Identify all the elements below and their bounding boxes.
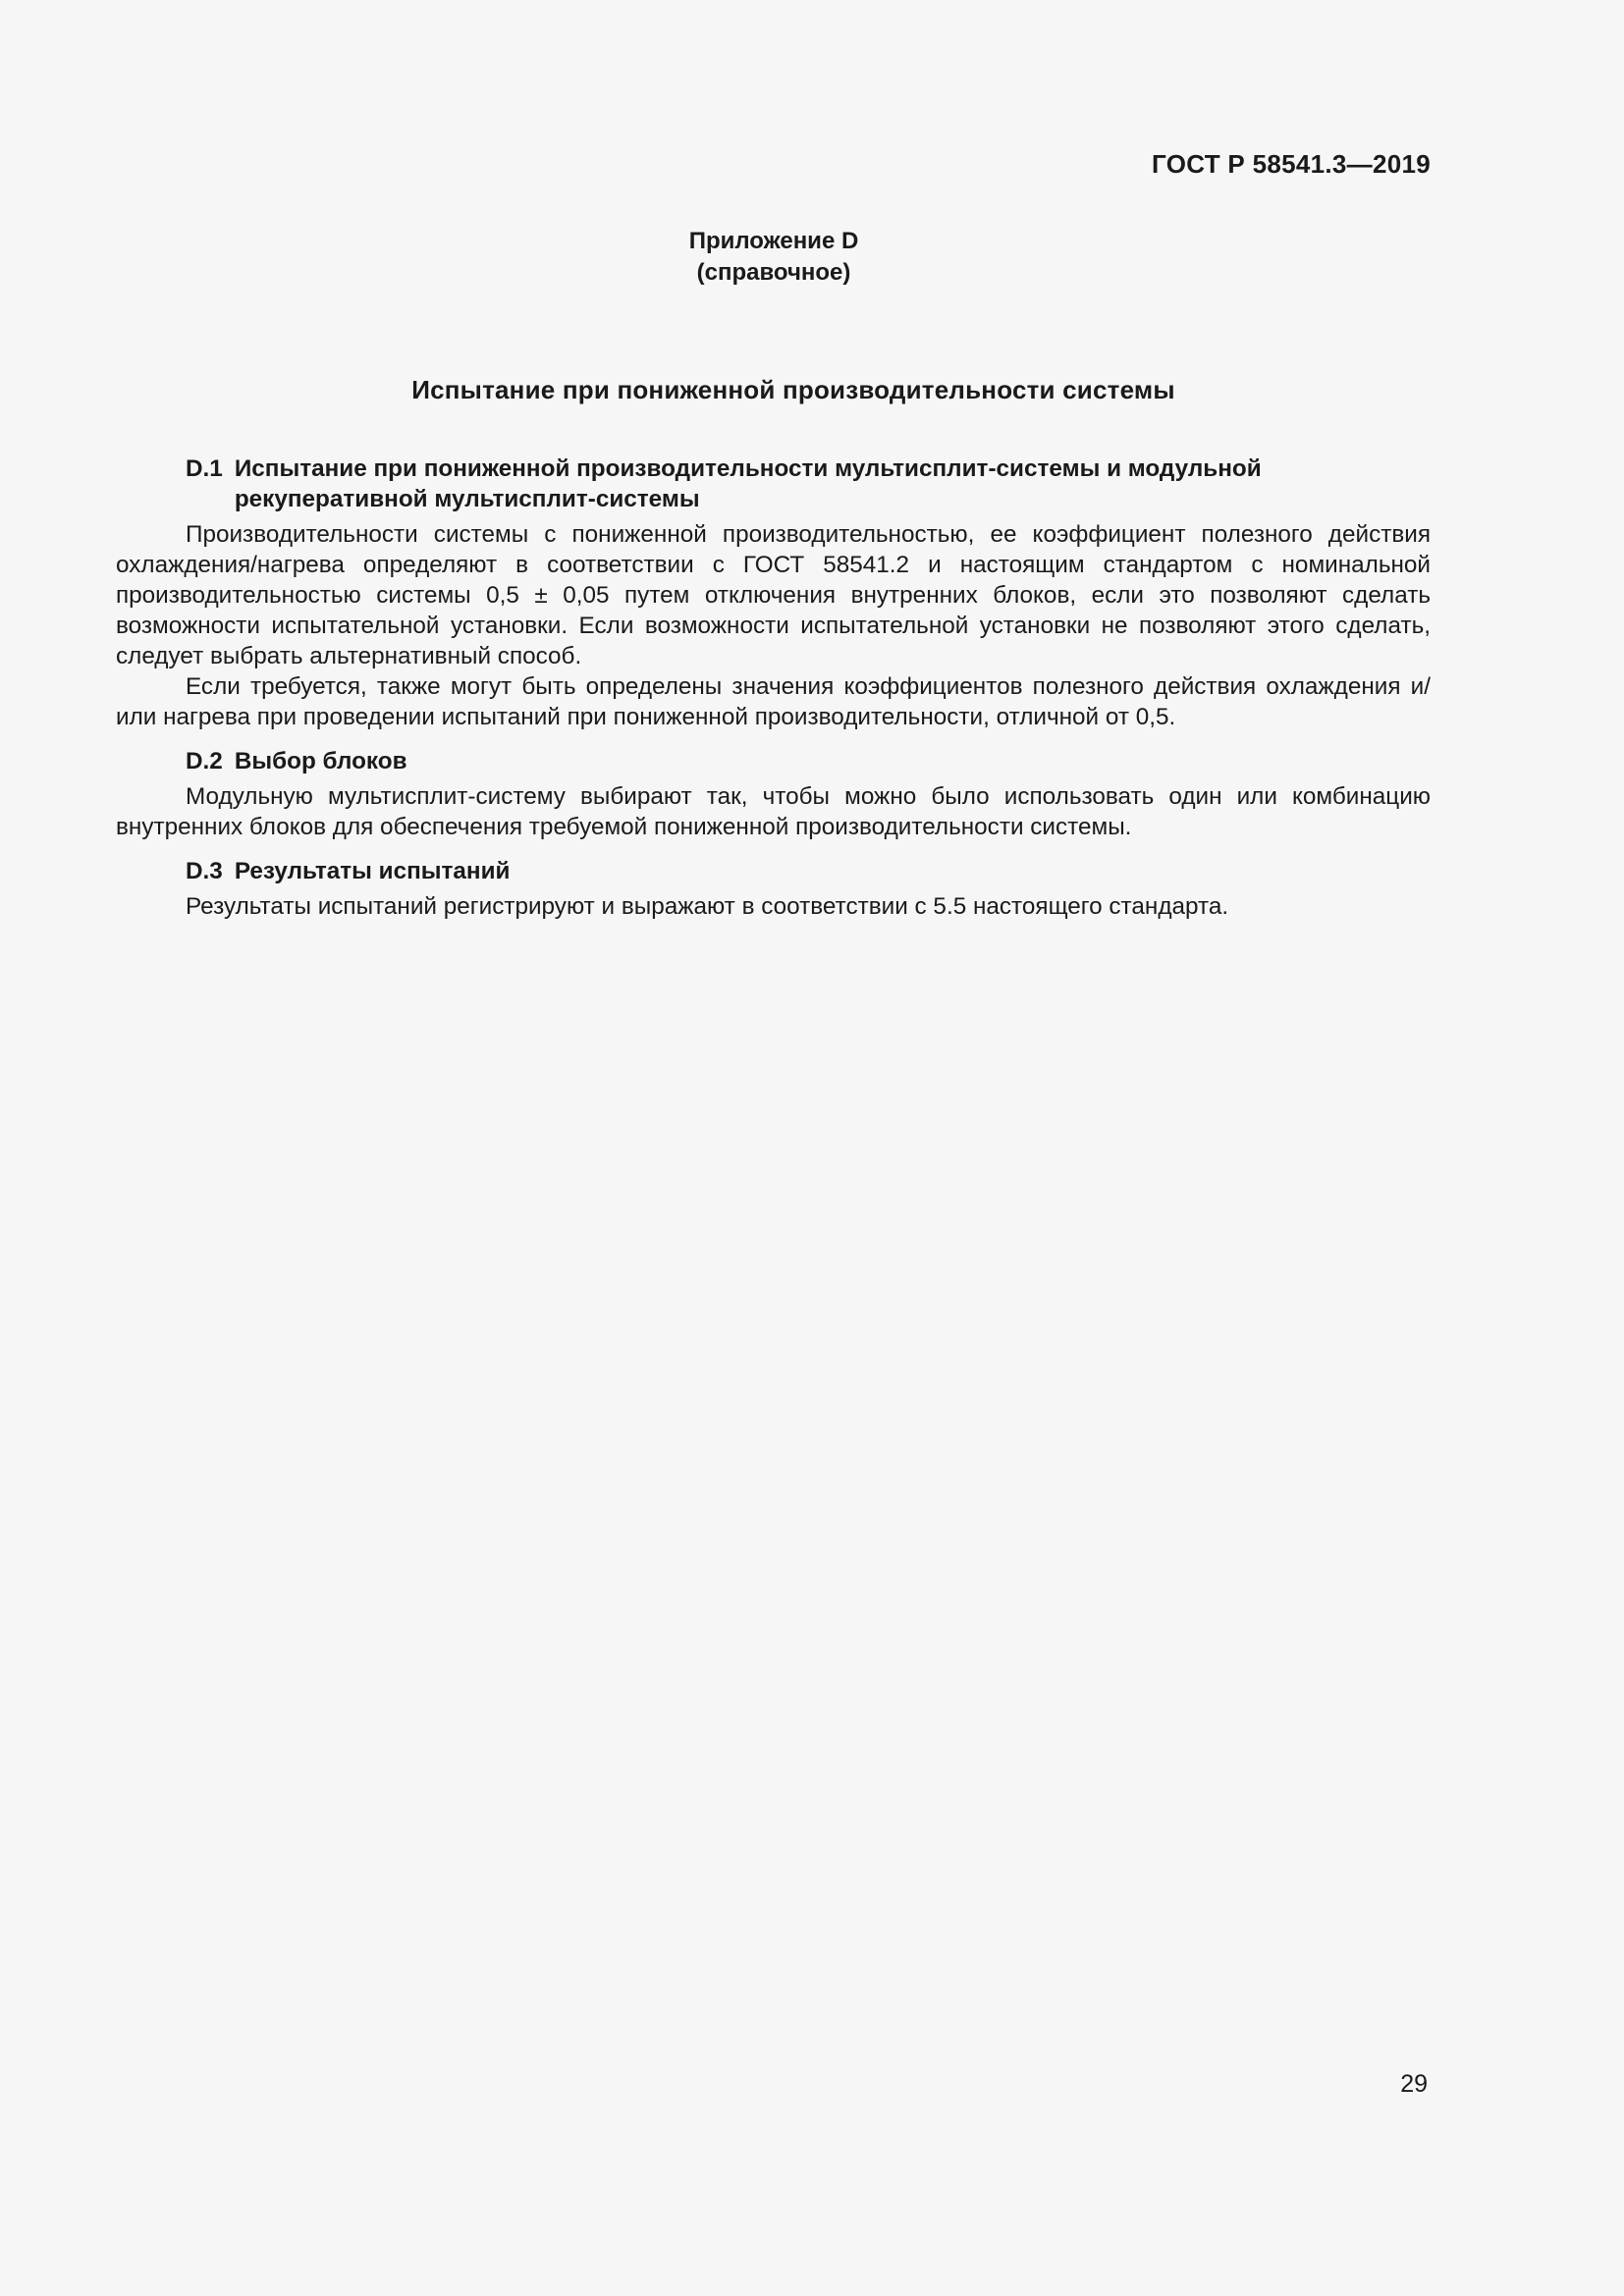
- section-d2: [116, 746, 1431, 842]
- standard-code-header: ГОСТ Р 58541.3—2019: [1152, 149, 1431, 179]
- section-title: Испытание при пониженной производительности мультисплит-системы и модульной рекуперативной мультисплит-системы: [234, 455, 1262, 512]
- paragraph: Результаты испытаний регистрируют и выражают в соответствии с 5.5 настоящего стандарта.: [186, 893, 1229, 920]
- section-heading: [116, 856, 1431, 886]
- section-heading: [116, 746, 1431, 776]
- annex-title: Приложение D: [688, 228, 859, 254]
- section-d1: [116, 454, 1431, 732]
- section-heading: [116, 454, 1431, 514]
- section-title: Результаты испытаний: [234, 858, 511, 884]
- page-number: 29: [1400, 2070, 1428, 2098]
- section-title: Выбор блоков: [234, 748, 407, 774]
- section-number: D.2: [186, 748, 223, 774]
- paragraph: Производительности системы с пониженной производительностью, ее коэффициент полезного действия охлаждения/нагрева определяют в соответствии с ГОСТ 58541.2 и настоящим стандартом с номинальной производительностью системы 0,5 ± 0,05 путем отключения внутренних блоков, если это позволяют сделать возможности испытательной установки. Если возможности испытательной установки не позволяют этого сделать, следует выбрать альтернативный способ.: [116, 521, 1431, 669]
- section-number: D.3: [186, 858, 223, 884]
- annex-heading: [0, 226, 1547, 289]
- annex-status: (справочное): [696, 259, 851, 286]
- section-number: D.1: [186, 455, 223, 482]
- section-d3: [116, 856, 1431, 922]
- paragraph: Модульную мультисплит-систему выбирают так, чтобы можно было использовать один или комбинацию внутренних блоков для обеспечения требуемой пониженной производительности системы.: [116, 783, 1431, 840]
- paragraph: Если требуется, также могут быть определены значения коэффициентов полезного действия охлаждения и/или нагрева при проведении испытаний при пониженной производительности, отличной от 0,5.: [116, 673, 1431, 730]
- document-body: [116, 454, 1431, 922]
- page-title: Испытание при пониженной производительности системы: [411, 375, 1175, 404]
